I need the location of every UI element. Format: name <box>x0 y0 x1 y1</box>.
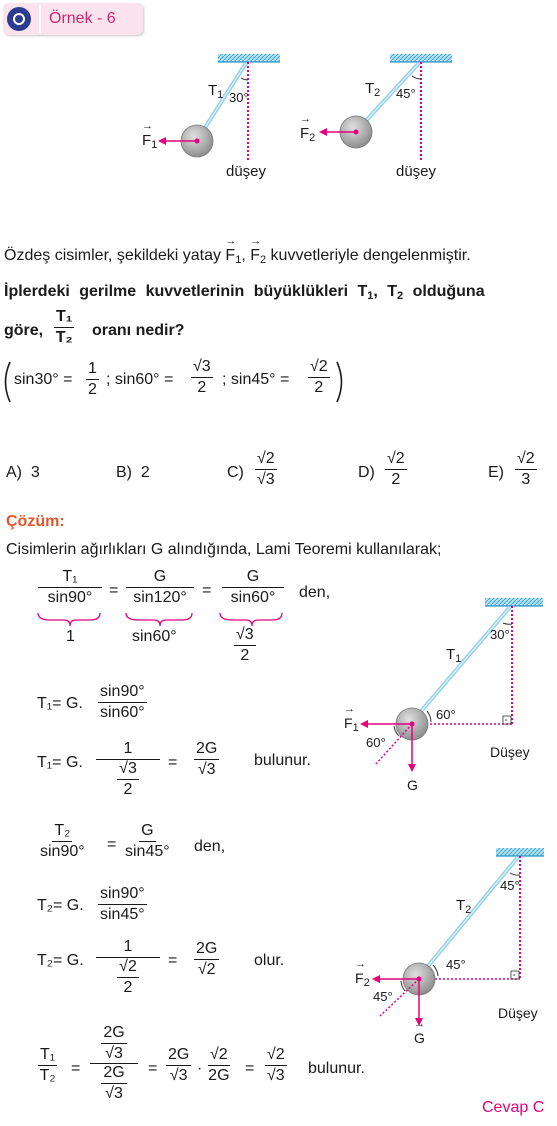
solution-intro: Cisimlerin ağırlıkları G alındığında, Lami Teoremi kullanılarak; <box>6 541 442 558</box>
fig2-angle-left: 60° <box>366 735 386 750</box>
fig1-t1-label: $T_1$ <box>208 82 224 101</box>
given-half: $\frac{1}{2}$ <box>88 360 97 398</box>
eq1-under1: 1 <box>66 628 75 645</box>
eq2-frac: $\frac{\sin 90^\circ}{\sin 60^\circ}$ <box>100 683 145 721</box>
eq2-lhs: T₁= G. <box>37 695 83 712</box>
eq1-under2: sin60° <box>132 628 177 645</box>
fig3-angle-top: 45° <box>500 878 520 893</box>
given-sin30: sin30° = <box>14 371 73 388</box>
eq4-tail: den, <box>194 838 226 855</box>
eq6-equals: = <box>168 952 178 969</box>
given-root3-half: $\frac{√3}{2}$ <box>193 358 211 396</box>
eq6-tail: olur. <box>254 952 285 969</box>
eq7-dot: · <box>197 1060 203 1077</box>
eq6-frac: $\frac{1}{\frac{√2}{2}}$ <box>96 938 160 997</box>
fig1-f1-label: → $F_1$ <box>142 132 157 151</box>
eq4-frac2: $\frac{G}{\sin 45^\circ}$ <box>125 822 170 860</box>
eq5-lhs: T₂= G. <box>37 897 84 914</box>
given-root2-half: $\frac{√2}{2}$ <box>310 358 328 396</box>
fig1-t2-label: $T_2$ <box>365 80 381 99</box>
eq3-equals: = <box>168 754 178 771</box>
fig1-angle2: 45° <box>396 86 416 101</box>
eq1-frac1: $\frac{\text{T₁}}{\sin 90^\circ}$ <box>38 568 102 607</box>
eq1-under3: $\frac{√3}{2}$ <box>236 626 254 664</box>
question-ratio: $\frac{\text{T₁}}{\text{T₂}}$ <box>55 308 73 346</box>
option-e-value[interactable]: $\frac{√2}{3}$ <box>517 450 535 488</box>
solution-title: Çözüm: <box>6 513 65 530</box>
question-line3-b: oranı nedir? <box>92 322 185 339</box>
eq7-equals2: = <box>148 1060 158 1077</box>
eq3-tail: bulunur. <box>254 752 311 769</box>
fig2-g-label: G <box>407 777 418 793</box>
eq1-tail: den, <box>299 584 331 601</box>
fig3-angle-left: 45° <box>373 989 393 1004</box>
fig1-angle1: 30° <box>229 90 249 105</box>
fig1-vertical1: düşey <box>226 163 267 180</box>
option-d-label[interactable]: D) <box>358 464 375 481</box>
eq1-frac3: $\frac{G}{\sin 60^\circ}$ <box>222 568 284 607</box>
answer-label: Cevap C <box>482 1099 545 1116</box>
fig1-f2-label: → $F_2$ <box>300 125 315 144</box>
eq7-frac-c: $\frac{√2}{√3}$ <box>267 1046 285 1084</box>
eq5-frac: $\frac{\sin 90^\circ}{\sin 45^\circ}$ <box>100 885 145 923</box>
option-a[interactable]: A) 3 <box>6 464 40 481</box>
eq7-complex-frac: $\frac{\frac{2G}{√3}}{\frac{2G}{√3}}$ <box>88 1024 140 1103</box>
eq7-tail: bulunur. <box>308 1060 365 1077</box>
eq7-equals1: = <box>71 1060 81 1077</box>
badge-title: Örnek - 6 <box>49 10 116 27</box>
fig3-t2-label: $T_2$ <box>456 897 472 916</box>
eq3-frac: $\frac{1}{\frac{√3}{2}}$ <box>96 740 160 799</box>
eq3-result: $\frac{2G}{√3}$ <box>196 740 218 778</box>
eq1-equals1: = <box>109 582 119 599</box>
option-b[interactable]: B) 2 <box>116 464 150 481</box>
question-line1: Özdeş cisimler, şekildeki yatay → $F_1$, → $F_2$ kuvvetleriyle dengelenmiştir. <box>4 247 471 266</box>
eq4-equals: = <box>107 836 117 853</box>
option-c-label[interactable]: C) <box>227 464 244 481</box>
fig3-angle-right: 45° <box>446 957 466 972</box>
given-sin45: ; sin45° = <box>222 371 290 388</box>
eq7-frac-b2: $\frac{√2}{2G}$ <box>208 1046 230 1084</box>
eq1-frac2: $\frac{G}{\sin 120^\circ}$ <box>126 568 194 607</box>
eq7-equals3: = <box>245 1060 255 1077</box>
question-line3-a: göre, <box>4 322 44 339</box>
fig2-angle-top: 30° <box>490 627 510 642</box>
fig2-vertical: Düşey <box>490 744 530 760</box>
given-sin60: ; sin60° = <box>106 371 174 388</box>
eq6-lhs: T₂= G. <box>37 952 84 969</box>
question-line2: İplerdeki gerilme kuvvetlerinin büyüklükleri $T_1$, $T_2$ olduğuna <box>4 283 485 302</box>
option-c-value[interactable]: $\frac{√2}{√3}$ <box>257 450 275 488</box>
option-e-label[interactable]: E) <box>488 464 504 481</box>
fig2-t1-label: $T_1$ <box>446 646 462 665</box>
eq3-lhs: T₁= G. <box>37 754 83 771</box>
eq4-frac1: $\frac{\text{T₂}}{\sin 90^\circ}$ <box>40 822 85 860</box>
fig3-g-label: → G <box>414 1030 425 1046</box>
option-d-value[interactable]: $\frac{√2}{2}$ <box>387 450 405 488</box>
eq7-frac-b1: $\frac{2G}{√3}$ <box>168 1046 190 1084</box>
fig3-f2-label: → $F_2$ <box>355 970 370 989</box>
fig2-angle-right: 60° <box>436 707 456 722</box>
fig2-f1-label: → $F_1$ <box>344 715 359 734</box>
eq6-result: $\frac{2G}{√2}$ <box>196 940 218 978</box>
eq7-lhs: $\frac{\text{T₁}}{\text{T₂}}$ <box>39 1046 56 1084</box>
fig3-vertical: Düşey <box>498 1005 538 1021</box>
fig1-vertical2: düşey <box>396 163 437 180</box>
eq1-equals2: = <box>202 582 212 599</box>
